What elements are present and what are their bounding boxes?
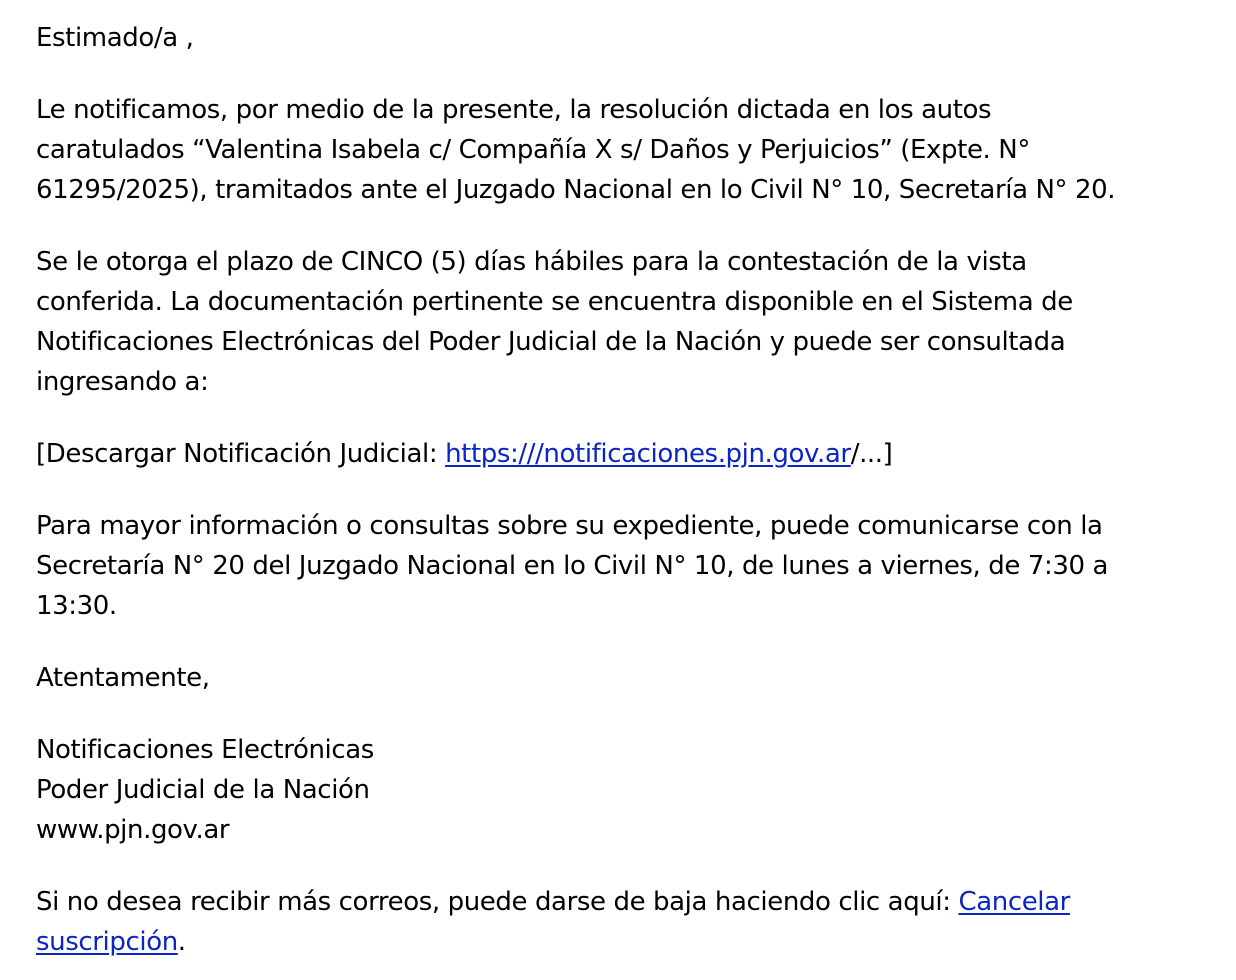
download-paragraph	[36, 434, 1206, 474]
unsubscribe-prefix: Si no desea recibir más correos, puede darse de baja haciendo clic aquí:	[36, 887, 959, 917]
deadline-line-2: conferida. La documentación pertinente se encuentra disponible en el Sistema de	[36, 287, 1073, 317]
deadline-paragraph	[36, 242, 1206, 402]
contact-line-3: 13:30.	[36, 591, 117, 621]
signature-line-1: Notificaciones Electrónicas	[36, 735, 374, 765]
contact-line-1: Para mayor información o consultas sobre su expediente, puede comunicarse con la	[36, 511, 1103, 541]
intro-line-2: caratulados “Valentina Isabela c/ Compañía X s/ Daños y Perjuicios” (Expte. N°	[36, 135, 1030, 165]
signature-block	[36, 730, 1206, 850]
closing-paragraph	[36, 658, 1206, 698]
signature-website: www.pjn.gov.ar	[36, 815, 230, 845]
greeting	[36, 18, 1206, 58]
email-body	[36, 18, 1206, 962]
deadline-line-4: ingresando a:	[36, 367, 209, 397]
download-prefix: [Descargar Notificación Judicial:	[36, 439, 446, 469]
unsubscribe-line-2	[36, 922, 1206, 962]
download-notification-link[interactable]: https:///notificaciones.pjn.gov.ar	[445, 439, 851, 469]
download-line	[36, 434, 1206, 474]
contact-line-2: Secretaría N° 20 del Juzgado Nacional en lo Civil N° 10, de lunes a viernes, de 7:30 a	[36, 551, 1109, 581]
download-suffix: /...]	[850, 439, 893, 469]
contact-paragraph	[36, 506, 1206, 626]
intro-paragraph	[36, 90, 1206, 210]
intro-line-3: 61295/2025), tramitados ante el Juzgado Nacional en lo Civil N° 10, Secretaría N° 20.	[36, 175, 1116, 205]
greeting-text: Estimado/a ,	[36, 23, 194, 53]
unsubscribe-line-1	[36, 882, 1206, 922]
unsubscribe-paragraph	[36, 882, 1206, 962]
unsubscribe-link-part-1[interactable]: Cancelar	[958, 887, 1070, 917]
unsubscribe-suffix: .	[177, 927, 186, 957]
intro-line-1: Le notificamos, por medio de la presente, la resolución dictada en los autos	[36, 95, 992, 125]
unsubscribe-link-part-2[interactable]: suscripción	[36, 927, 178, 957]
deadline-line-3: Notificaciones Electrónicas del Poder Judicial de la Nación y puede ser consultada	[36, 327, 1066, 357]
closing-text: Atentamente,	[36, 663, 210, 693]
deadline-line-1: Se le otorga el plazo de CINCO (5) días hábiles para la contestación de la vista	[36, 247, 1027, 277]
signature-line-2: Poder Judicial de la Nación	[36, 775, 370, 805]
